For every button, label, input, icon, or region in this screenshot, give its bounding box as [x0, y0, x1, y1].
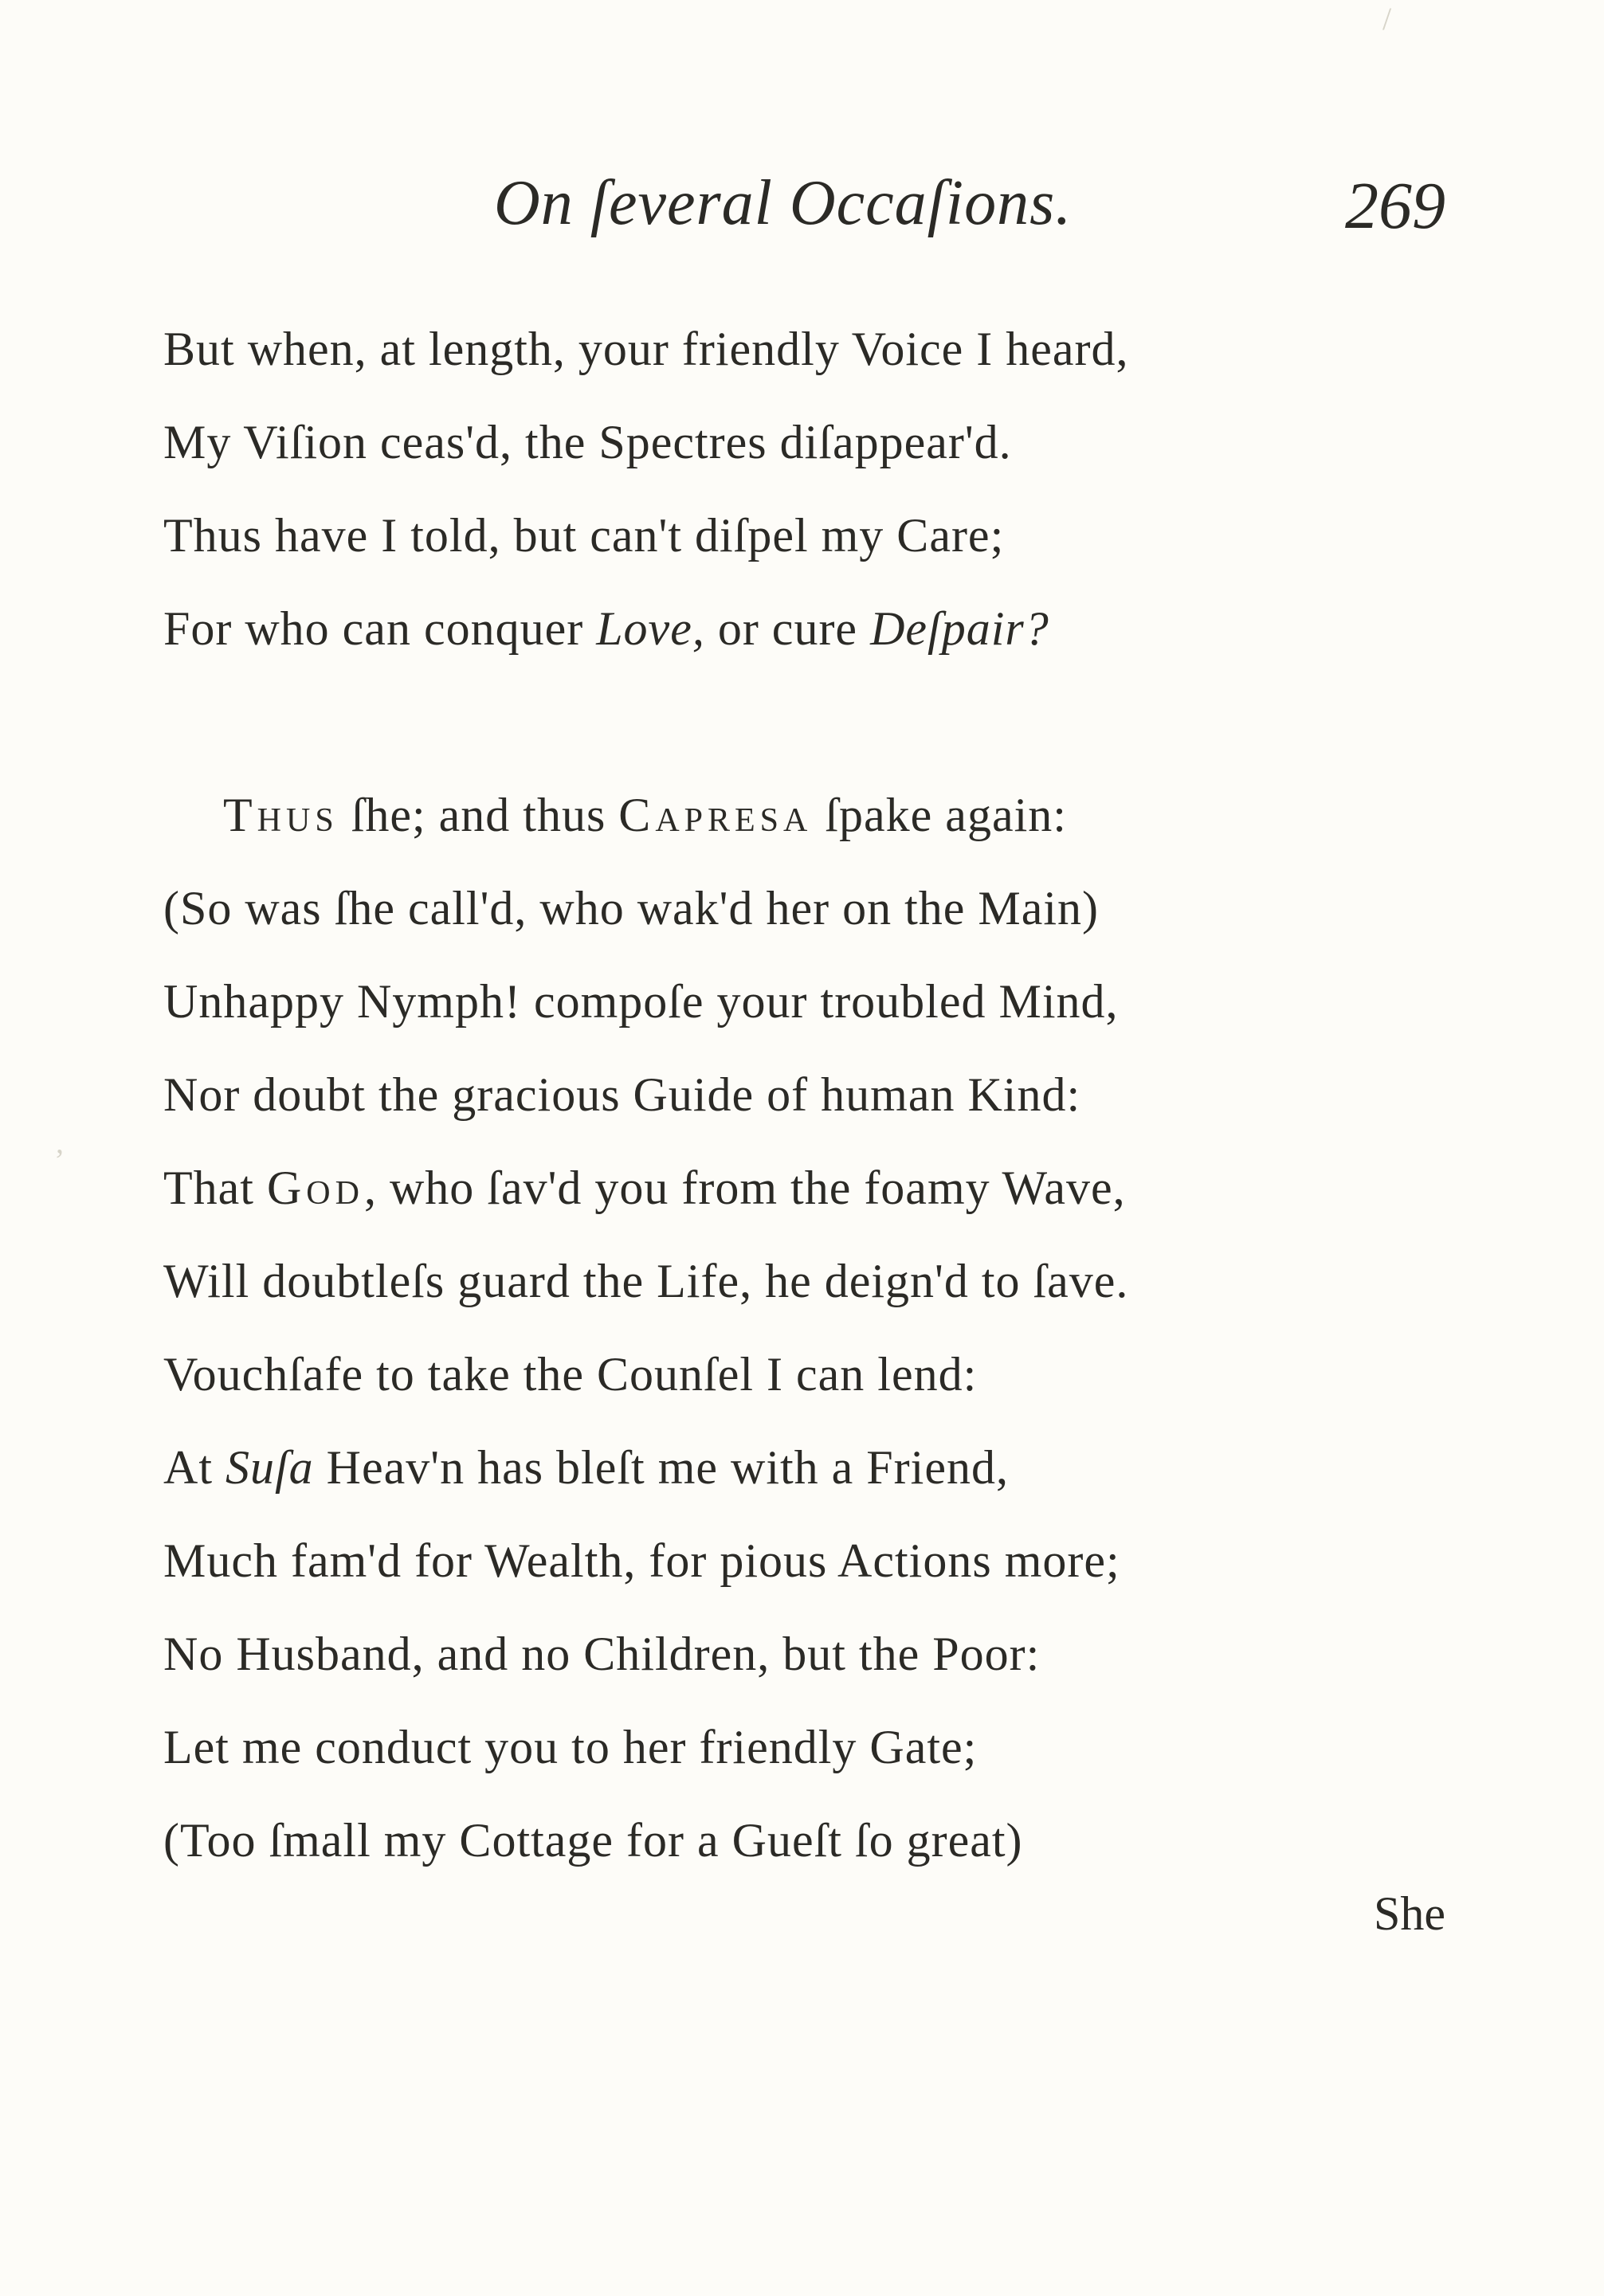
verse-line	[163, 1235, 1518, 1328]
running-head: On ſeveral Occaſions.	[494, 168, 1073, 238]
italic-text: Suſa	[226, 1441, 314, 1494]
line-text: Heav'n has bleſt me with a Friend,	[313, 1441, 1009, 1494]
small-caps-text: God	[266, 1162, 364, 1214]
catchword: She	[1374, 1887, 1445, 1940]
line-text: No Husband, and no Children, but the Poor:	[163, 1628, 1041, 1680]
verse-line	[163, 1048, 1518, 1142]
line-text: Unhappy Nymph! compoſe your troubled Mind,	[163, 975, 1119, 1028]
verse-line	[163, 303, 1518, 396]
margin-mark: ,	[56, 1124, 64, 1160]
poem-text	[163, 303, 1518, 1887]
line-text: ſpake again:	[812, 789, 1067, 841]
verse-line	[163, 769, 1518, 862]
page-number: 269	[1345, 169, 1445, 243]
small-caps-text: Capresa	[618, 789, 813, 841]
line-text: Vouchſafe to take the Counſel I can lend:	[163, 1348, 978, 1401]
verse-line	[163, 1608, 1518, 1701]
italic-text: Love,	[596, 602, 705, 655]
verse-line	[163, 1142, 1518, 1235]
verse-line	[163, 489, 1518, 582]
verse-line	[163, 1514, 1518, 1608]
line-text: Thus have I told, but can't diſpel my Care;	[163, 509, 1005, 562]
stanza-2	[163, 769, 1518, 1887]
line-text: (So was ſhe call'd, who wak'd her on the Main)	[163, 882, 1100, 934]
line-text: But when, at length, your friendly Voice I heard,	[163, 323, 1129, 375]
verse-line	[163, 1328, 1518, 1421]
line-text: Let me conduct you to her friendly Gate;	[163, 1721, 978, 1773]
verse-line	[163, 396, 1518, 489]
verse-line	[163, 1421, 1518, 1514]
page-header	[0, 167, 1604, 255]
margin-mark: /	[1382, 1, 1392, 37]
line-text: My Viſion ceas'd, the Spectres diſappear'd.	[163, 416, 1012, 468]
verse-line	[163, 1794, 1518, 1887]
small-caps-text: Thus	[223, 789, 339, 841]
verse-line	[163, 1701, 1518, 1794]
verse-line	[163, 955, 1518, 1048]
line-text: For who can conquer	[163, 602, 597, 655]
line-text: At	[163, 1441, 226, 1494]
line-text: ſhe; and thus	[338, 789, 619, 841]
line-text: That	[163, 1162, 267, 1214]
line-text: Will doubtleſs guard the Life, he deign'd to ſave.	[163, 1255, 1129, 1307]
line-text: (Too ſmall my Cottage for a Gueſt ſo great)	[163, 1814, 1023, 1867]
stanza-1	[163, 303, 1518, 676]
line-text: or cure	[704, 602, 871, 655]
line-text: , who ſav'd you from the foamy Wave,	[363, 1162, 1126, 1214]
verse-line	[163, 862, 1518, 955]
line-text: Nor doubt the gracious Guide of human Kind:	[163, 1068, 1081, 1121]
verse-line	[163, 582, 1518, 676]
line-text: Much fam'd for Wealth, for pious Actions more;	[163, 1534, 1120, 1587]
italic-text: Deſpair?	[870, 602, 1049, 655]
